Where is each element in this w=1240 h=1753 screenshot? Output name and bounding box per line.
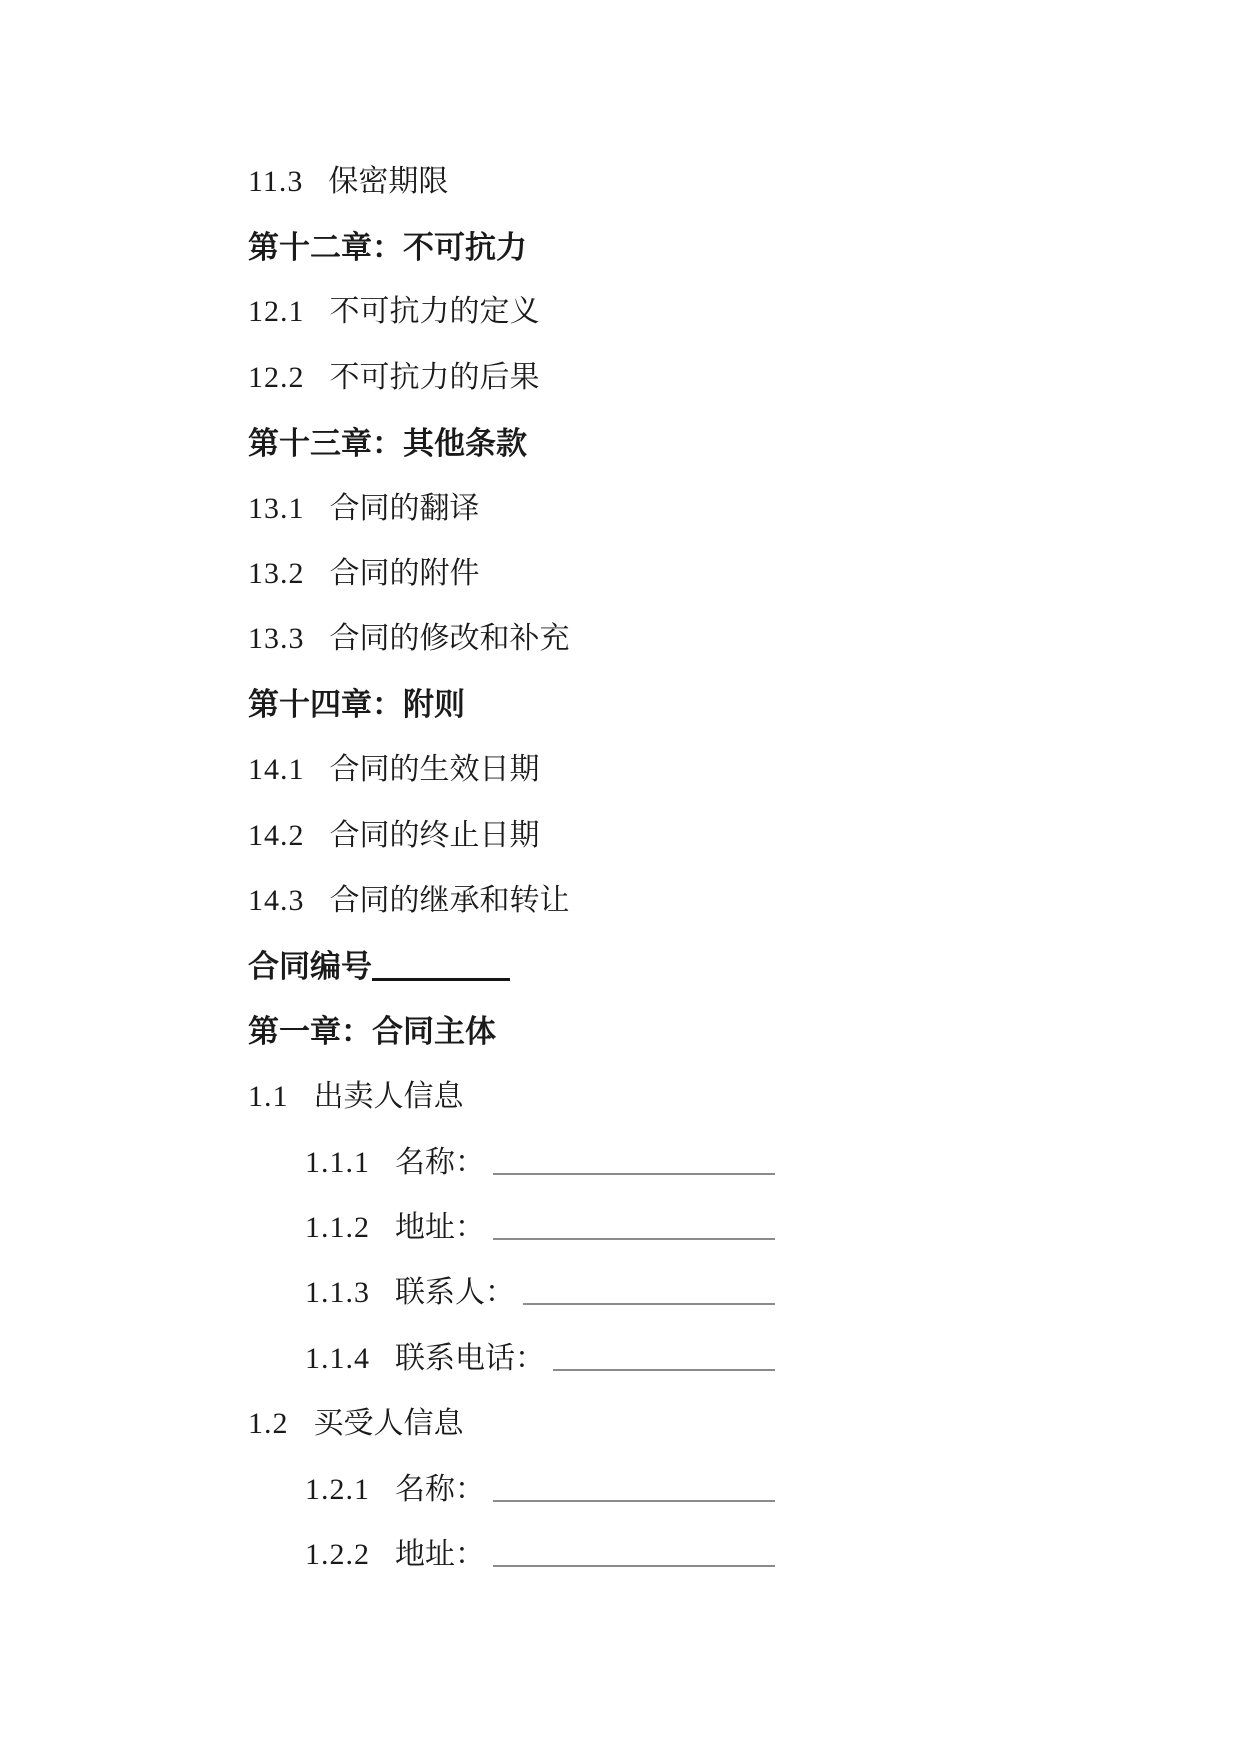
document-body [248, 149, 988, 1588]
chapter-heading-row [248, 672, 988, 737]
item-label: 合同的修改和补充 [329, 622, 570, 656]
field-label: 名称： [395, 1472, 485, 1506]
toc-item-row [248, 738, 988, 803]
item-label: 合同的翻译 [329, 491, 480, 525]
form-field-row [305, 1522, 775, 1587]
item-label: 不可抗力的后果 [329, 360, 540, 394]
chapter-title: 第十四章：附则 [248, 687, 465, 723]
item-number: 13.1 [248, 491, 305, 525]
form-field-row [305, 1195, 775, 1260]
chapter-heading-row [248, 411, 988, 476]
item-label: 保密期限 [328, 164, 449, 198]
field-label: 联系人： [395, 1276, 515, 1310]
toc-item-row [248, 868, 988, 933]
contract-number-row [248, 934, 988, 999]
toc-item-row [248, 1391, 988, 1456]
chapter-title: 第十二章：不可抗力 [248, 229, 527, 265]
item-number: 12.2 [248, 360, 305, 394]
item-label: 合同的附件 [329, 557, 480, 591]
fill-in-blank-line[interactable] [493, 1500, 775, 1502]
item-number: 14.2 [248, 818, 305, 852]
toc-item-row [248, 149, 988, 214]
item-number: 1.2.1 [305, 1472, 370, 1506]
fill-in-blank-line[interactable] [553, 1369, 775, 1371]
item-number: 1.2.2 [305, 1537, 370, 1571]
item-number: 1.2 [248, 1407, 289, 1441]
field-label: 联系电话： [395, 1341, 545, 1375]
item-number: 1.1.4 [305, 1341, 370, 1375]
toc-item-row [248, 607, 988, 672]
field-label: 名称： [395, 1145, 485, 1179]
item-number: 1.1 [248, 1080, 289, 1114]
field-label: 地址： [395, 1537, 485, 1571]
item-label: 合同的继承和转让 [329, 883, 570, 917]
chapter-heading-row [248, 999, 988, 1064]
fill-in-blank-line[interactable] [493, 1565, 775, 1567]
fill-in-blank-line[interactable] [523, 1303, 775, 1305]
fill-in-blank-line[interactable] [493, 1173, 775, 1175]
item-number: 12.1 [248, 295, 305, 329]
item-label: 出卖人信息 [313, 1080, 464, 1114]
item-number: 14.1 [248, 753, 305, 787]
chapter-title: 第十三章：其他条款 [248, 425, 527, 461]
toc-item-row [248, 803, 988, 868]
item-number: 14.3 [248, 883, 305, 917]
item-number: 1.1.1 [305, 1145, 370, 1179]
contract-number-blank-line[interactable] [372, 978, 510, 981]
item-label: 不可抗力的定义 [329, 295, 540, 329]
item-label: 合同的生效日期 [329, 753, 540, 787]
item-number: 11.3 [248, 164, 304, 198]
toc-item-row [248, 280, 988, 345]
contract-number-label: 合同编号 [248, 948, 372, 984]
fill-in-blank-line[interactable] [493, 1238, 775, 1240]
item-label: 合同的终止日期 [329, 818, 540, 852]
item-number: 13.3 [248, 622, 305, 656]
chapter-title: 第一章：合同主体 [248, 1014, 496, 1050]
toc-item-row [248, 541, 988, 606]
chapter-heading-row [248, 214, 988, 279]
toc-item-row [248, 1064, 988, 1129]
toc-item-row [248, 345, 988, 410]
form-field-row [305, 1457, 775, 1522]
form-field-row [305, 1261, 775, 1326]
item-number: 1.1.2 [305, 1210, 370, 1244]
field-label: 地址： [395, 1210, 485, 1244]
item-number: 1.1.3 [305, 1276, 370, 1310]
toc-item-row [248, 476, 988, 541]
form-field-row [305, 1326, 775, 1391]
item-number: 13.2 [248, 557, 305, 591]
item-label: 买受人信息 [313, 1407, 464, 1441]
form-field-row [305, 1130, 775, 1195]
